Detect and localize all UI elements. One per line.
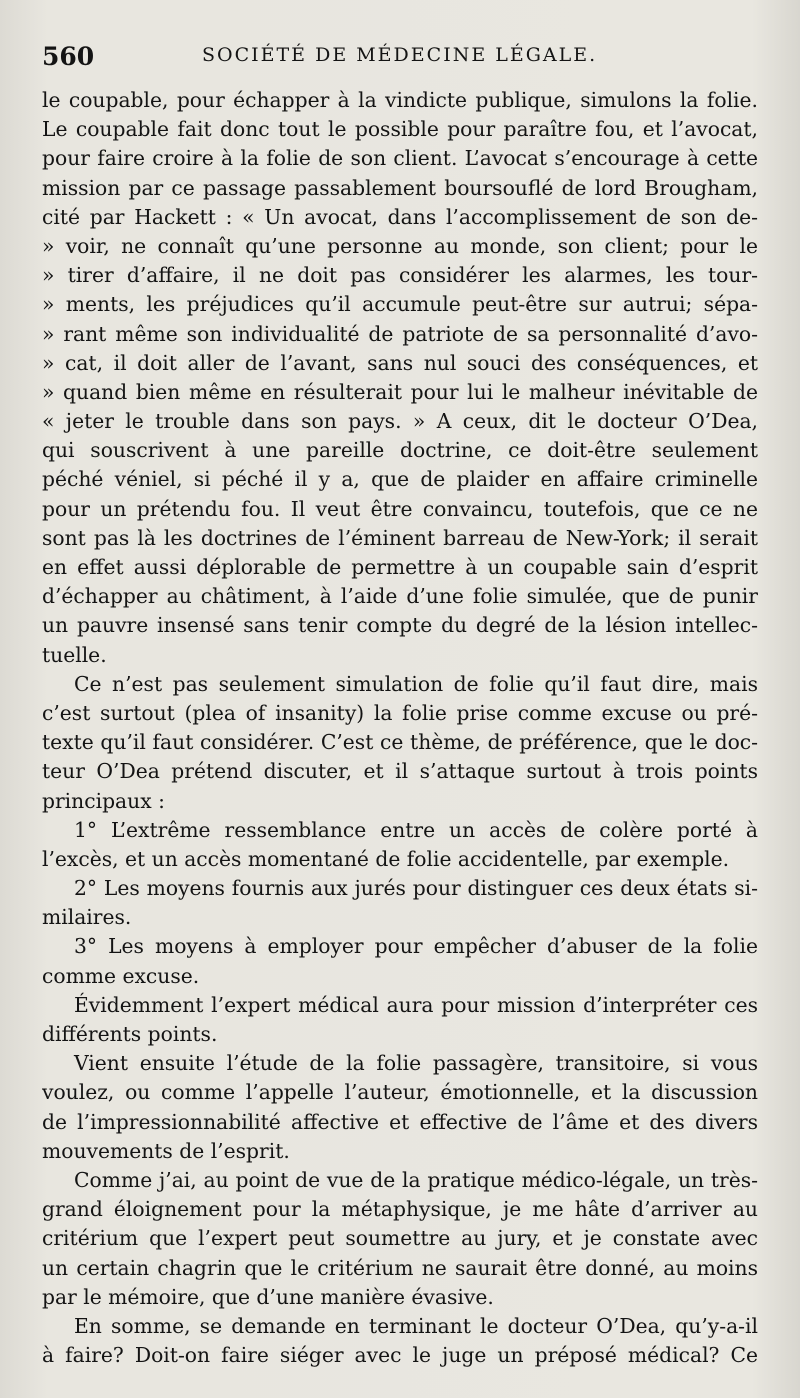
text-line: mission par ce passage passablement boursouflé de lord Brougham, (42, 175, 758, 200)
text-line: de l’impressionnabilité affective et effective de l’âme et des divers (42, 1109, 758, 1134)
text-line: c’est surtout (plea of insanity) la folie prise comme excuse ou pré- (42, 700, 758, 725)
text-line: » tirer d’affaire, il ne doit pas considérer les alarmes, les tour- (42, 263, 758, 288)
text-line: un pauvre insensé sans tenir compte du degré de la lésion intellec- (42, 613, 758, 638)
text-line: Comme j’ai, au point de vue de la pratique médico-légale, un très- (74, 1167, 758, 1192)
text-line: d’échapper au châtiment, à l’aide d’une folie simulée, que de punir (42, 584, 758, 609)
text-line: Ce n’est pas seulement simulation de folie qu’il faut dire, mais (74, 671, 758, 696)
text-line: 2° Les moyens fournis aux jurés pour distinguer ces deux états si- (74, 876, 758, 901)
text-line: » rant même son individualité de patriote de sa personnalité d’avo- (42, 321, 758, 346)
text-line: En somme, se demande en terminant le docteur O’Dea, qu’y-a-il (74, 1313, 758, 1338)
text-line: péché véniel, si péché il y a, que de plaider en affaire criminelle (42, 467, 758, 492)
text-line: par le mémoire, que d’une manière évasive. (42, 1284, 494, 1309)
text-line: pour un prétendu fou. Il veut être convaincu, toutefois, que ce ne (42, 496, 758, 521)
text-line: 3° Les moyens à employer pour empêcher d’abuser de la folie (74, 934, 758, 959)
text-line: » voir, ne connaît qu’une personne au monde, son client; pour le (42, 233, 758, 258)
text-line: Le coupable fait donc tout le possible pour paraître fou, et l’avocat, (42, 117, 758, 142)
text-line: » cat, il doit aller de l’avant, sans nul souci des conséquences, et (42, 350, 758, 375)
text-line: critérium que l’expert peut soumettre au jury, et je constate avec (42, 1226, 758, 1251)
text-line: à faire? Doit-on faire siéger avec le juge un préposé médical? Ce (42, 1343, 758, 1368)
text-line: 1° L’extrême ressemblance entre un accès de colère porté à (74, 817, 758, 842)
text-line: » ments, les préjudices qu’il accumule peut-être sur autrui; sépa- (42, 292, 758, 317)
text-line: « jeter le trouble dans son pays. » A ceux, dit le docteur O’Dea, (42, 409, 758, 434)
text-line: qui souscrivent à une pareille doctrine, ce doit-être seulement (42, 438, 758, 463)
text-line: l’excès, et un accès momentané de folie accidentelle, par exemple. (42, 846, 730, 871)
text-line: texte qu’il faut considérer. C’est ce thème, de préférence, que le doc- (42, 730, 758, 755)
text-line: voulez, ou comme l’appelle l’auteur, émotionnelle, et la discussion (42, 1080, 758, 1105)
text-line: un certain chagrin que le critérium ne saurait être donné, au moins (42, 1255, 758, 1280)
text-line: pour faire croire à la folie de son client. L’avocat s’encourage à cette (42, 146, 758, 171)
text-line: sont pas là les doctrines de l’éminent barreau de New-York; il serait (42, 525, 758, 550)
text-line: milaires. (42, 905, 132, 930)
text-line: Vient ensuite l’étude de la folie passagère, transitoire, si vous (74, 1051, 758, 1076)
text-line: Évidemment l’expert médical aura pour mission d’interpréter ces (74, 992, 758, 1017)
text-line: teur O’Dea prétend discuter, et il s’attaque surtout à trois points (42, 759, 758, 784)
text-line: cité par Hackett : « Un avocat, dans l’accomplissement de son de- (42, 204, 758, 229)
text-line: le coupable, pour échapper à la vindicte publique, simulons la folie. (42, 88, 758, 112)
text-line: principaux : (42, 788, 165, 813)
page-header (42, 42, 760, 76)
running-title: SOCIÉTÉ DE MÉDECINE LÉGALE. (202, 44, 598, 66)
text-line: tuelle. (42, 642, 107, 667)
text-line: en effet aussi déplorable de permettre à un coupable sain d’esprit (42, 555, 758, 579)
text-line: différents points. (42, 1022, 218, 1046)
page-number: 560 (42, 42, 95, 71)
text-line: » quand bien même en résulterait pour lui le malheur inévitable de (42, 379, 758, 404)
text-line: mouvements de l’esprit. (42, 1138, 290, 1163)
text-line: comme excuse. (42, 963, 200, 988)
body-text (42, 86, 758, 1370)
text-line: grand éloignement pour la métaphysique, je me hâte d’arriver au (42, 1197, 758, 1222)
